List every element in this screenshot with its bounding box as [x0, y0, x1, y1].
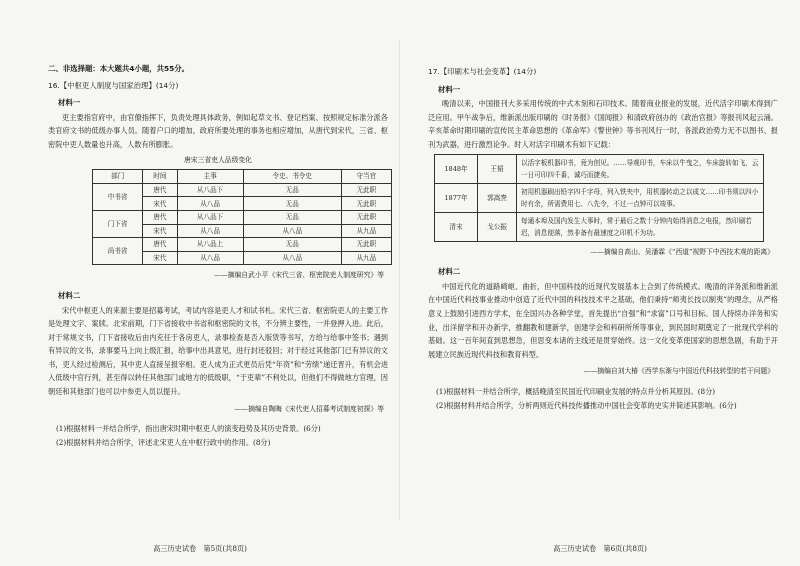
question-17-2: (2)根据材料并结合所学，分析两则近代科技传播推动中国社会变革的史实并简述其影响。(6分): [436, 400, 737, 410]
section-header: 二、非选择题：本大题共4小题，共55分。: [48, 64, 190, 73]
table-cell: 从八品: [177, 251, 243, 265]
table-cell: 无品: [243, 197, 341, 211]
table-cell: 无此职: [341, 238, 391, 252]
record-cell: 初用机器刷出铅字四千字母，列入铁夹中，用机器转动之以成文……印书须以四小时有余，所需费用七、八先令，不过一点钟可以竣事。: [517, 183, 764, 212]
material-1-text: 吏主要指官府中，由官僚指挥下，负责处理具体政务，例如起草文书、登记档案、按照规定标准分派各类官府文书的低级办事人员。随着户口的增加，政府所要处理的事务也相应增加，从唐代到宋代，三省、枢密院中吏人数量也升高，人数有所膨胀。: [48, 112, 388, 149]
person-cell: 戈公振: [478, 212, 517, 241]
material-1-text: 晚清以来，中国报刊大多采用传统的中式木刻和石印技术。随着商业报业的发展，近代活字印刷术得到广泛应用。甲午战争后，维新派出版印刷的《时务报》《国闻报》和清政府创办的《政治官报》等报刊风起云涌。辛亥革命时期印刷的宣传民主革命思想的《革命军》《警世钟》等书刊风行一时，各派政治势力无不以图书、报刊为武器，进行激烈论争。时人对活字印刷术有如下记载：: [428, 99, 778, 149]
table-cell: 从八品: [243, 251, 341, 265]
table-row: [93, 210, 392, 224]
source-citation: ——摘编自高山、吴潘霖《“西道”视野下中西技术观的距离》: [590, 247, 774, 256]
table-header-cell: 令史、书令史: [243, 170, 341, 184]
table-cell: 从八品上: [177, 238, 243, 252]
table-cell: 无此职: [341, 197, 391, 211]
table-row: [435, 212, 764, 241]
table-cell: 从九品: [341, 224, 391, 238]
table-cell: 从八品下: [177, 183, 243, 197]
page-footer: 高三历史试卷 第6页(共8页): [553, 544, 647, 554]
table-cell: 无品: [243, 183, 341, 197]
table-cell: 宋代: [143, 251, 177, 265]
table-header-cell: 部门: [93, 170, 143, 184]
source-citation: ——摘编自武小平《宋代三省、枢密院吏人制度研究》等: [214, 271, 384, 280]
table-cell: 唐代: [143, 183, 177, 197]
table-cell: 从八品下: [177, 210, 243, 224]
year-cell: 1848年: [435, 154, 478, 183]
source-citation: ——摘编自刘大椿《西学东渐与中国近代科技转型的若干问题》: [583, 367, 774, 376]
dept-cell: 门下省: [93, 210, 143, 237]
rank-table: [92, 169, 392, 265]
table-cell: 无此职: [341, 183, 391, 197]
year-cell: 清末: [435, 212, 478, 241]
table-cell: 无品: [243, 210, 341, 224]
table-header-cell: 时间: [143, 170, 177, 184]
person-cell: 郭嵩焘: [478, 183, 517, 212]
record-cell: 每通本埠及国内发生大事时，常于最后之数十分钟内始得消息之电报，然印刷若迟，消息便落，然非备有最速度之印机不为功。: [517, 212, 764, 241]
question-17-title: 17.【印刷术与社会变革】(14分): [428, 67, 537, 76]
source-citation: ——摘编自陶晦《宋代吏人招募考试制度初探》等: [234, 404, 384, 413]
table-cell: 无品: [243, 238, 341, 252]
record-cell: 以活字板机器印书，竟为创见。……导观印书，车床以牛曳之，车床旋转如飞，云一日可印四千番，诚巧而捷矣。: [517, 154, 764, 183]
table-header-cell: 主事: [177, 170, 243, 184]
dept-cell: 中书省: [93, 183, 143, 210]
material-2-label: 材料二: [58, 290, 81, 300]
table-cell: 宋代: [143, 197, 177, 211]
year-cell: 1877年: [435, 183, 478, 212]
table-header-row: [93, 170, 392, 184]
person-cell: 王韬: [478, 154, 517, 183]
table-row: [435, 183, 764, 212]
question-16-2: (2)根据材料并结合所学，评述北宋吏人在中枢行政中的作用。(8分): [56, 437, 271, 447]
table-cell: 唐代: [143, 238, 177, 252]
material-1-label: 材料一: [438, 84, 461, 94]
table-caption: 唐宋三省吏人品级变化: [184, 155, 252, 164]
table-row: [93, 183, 392, 197]
table-cell: 从八品: [177, 224, 243, 238]
table-cell: 无此职: [341, 210, 391, 224]
material-2-label: 材料二: [438, 267, 461, 277]
question-16-1: (1)根据材料一并结合所学，指出唐宋时期中枢吏人的演变趋势及其历史背景。(6分): [56, 424, 321, 434]
table-cell: 从八品: [177, 197, 243, 211]
material-1-label: 材料一: [58, 98, 81, 108]
table-cell: 从九品: [341, 251, 391, 265]
printing-records-table: [434, 154, 764, 242]
table-cell: 唐代: [143, 210, 177, 224]
question-17-1: (1)根据材料一并结合所学，概括晚清至民国近代印刷业发展的特点并分析其原因。(8分): [436, 386, 716, 396]
exam-page-6: [400, 0, 800, 566]
table-cell: 宋代: [143, 224, 177, 238]
question-16-title: 16.【中枢吏人制度与国家治理】(14分): [48, 80, 179, 90]
table-row: [435, 154, 764, 183]
page-footer: 高三历史试卷 第5页(共8页): [153, 544, 247, 554]
table-header-cell: 守当官: [341, 170, 391, 184]
table-cell: 从八品: [243, 224, 341, 238]
material-2-text: 宋代中枢吏人的来源主要是招募考试，考试内容是吏人才和试书札。宋代三省、枢密院吏人的主要工作是处理文字、案牍。北宋前期，门下省接收中书省和枢密院的文书，不分辨主要性，一并登押入进。此后，对于常规文书，门下省接收后由内充任于各房吏人，录事检查是否入版赁等书写，方给与给事中签书；遇到有异议的文书，录事要马上向上级汇报，给事中出具意见，进行封还驳回；对于经过其他部门已有异议的文书，吏人经过检测后，其中吏人直接呈报宰相。吏人成为正式更员后凭“年资”和“劳绩”递迁晋升，有机会进入低级中官行列，甚至得以转任其他部门或地方的低级职，“于吏辈”不利处以，但他们不得做地方官理，因朝廷和其他部门也可以中参吏入员以提升。: [48, 305, 388, 397]
table-row: [93, 238, 392, 252]
dept-cell: 尚书省: [93, 238, 143, 265]
material-2-text: 中国近代化的道路崎岖、曲折，但中国科技的近现代发展基本上合到了传统模式。晚清的洋务派和维新派在中国近代科技事业推动中创造了近代中国的科技技术平之基础，他们秉持“师夷长技以制夷”的理念，从严格意义上鼓励引进西方学术，在全国兴办各种学堂，首先提出“自强”和“求富”口号和目标。国人持续办洋务和实业，出洋留学和开办新学，推翻教和建新学，创建学会和科研所所等事业，到民国时期奠定了一批现代学科的基础。这一百年间直到思想急，但思变本诸的主线还是贯穿始终。这一文化变革使国家的思想急剧，有助于开展建立民族近现代科技和教育科型。: [428, 281, 778, 359]
